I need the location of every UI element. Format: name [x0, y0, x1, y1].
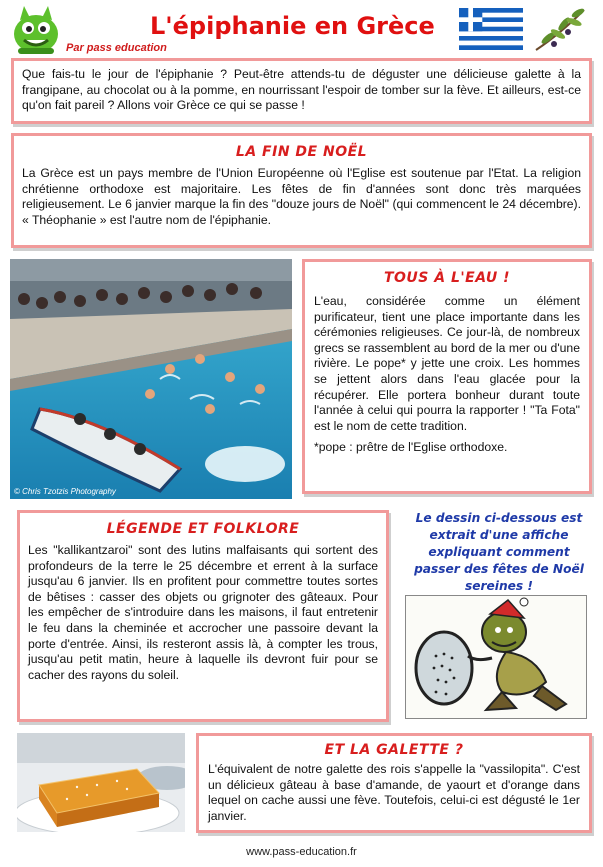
intro-box — [11, 58, 592, 124]
intro-text: Que fais-tu le jour de l'épiphanie ? Peut-être attends-tu de déguster une délicieuse galette à la frangipane, au chocolat ou à la pomme, en nourrissant l'espoir de tomber sur la fève. Et ailleurs, est-ce qu'on fait pareil ? Allons voir Grèce ce qui se passe ! — [22, 67, 581, 113]
eau-note: *pope : prêtre de l'Eglise orthodoxe. — [314, 440, 508, 455]
mascot-icon — [6, 4, 66, 56]
greek-flag-icon — [459, 8, 523, 50]
page-subtitle: Par pass education — [66, 42, 167, 54]
galette-title: ET LA GALETTE ? — [324, 742, 464, 758]
eau-text: L'eau, considérée comme un élément purificateur, tient une place importante dans les cérémonies religieuses. Ce jour-là, de nombreux grecs se rassemblent au bord de la mer ou d'une rivière. Le pope* y jette une croix. Les hommes se jettent alors dans l'eau glacée pour la récupérer. Elle portera bonheur durant toute l'année à celui qui pourra la rapporter ! "Ta Fota" est le nom de cette tradition. — [314, 294, 580, 433]
galette-text: L'équivalent de notre galette des rois s'appelle la "vassilopita". C'est un délicieux gâteau à base d'amande, de yaourt et d'orange dans lequel on cache aussi une fève. Toutefois, celui-ci est dégusté le 1er janvier. — [208, 762, 580, 823]
footer-url: www.pass-education.fr — [246, 846, 357, 858]
vassilopita-photo — [17, 733, 185, 832]
drawing-caption: Le dessin ci-dessous est extrait d'une affiche expliquant comment passer des fêtes de Noël sereines ! — [414, 511, 584, 593]
eau-title: TOUS À L'EAU ! — [383, 270, 511, 286]
fin-noel-box — [11, 133, 592, 248]
photo-credit: © Chris Tzotzis Photography — [14, 487, 116, 496]
fin-noel-text: La Grèce est un pays membre de l'Union Européenne où l'Eglise est soutenue par l'Etat. La religion chrétienne orthodoxe est majoritaire. Les fêtes de fin d'années sont donc très marquées religieusement. Le 6 janvier marque la fin des "douze jours de Noël" (qui commencent le 24 décembre). « Théophanie » est l'autre nom de l'épiphanie. — [22, 166, 581, 227]
legende-title: LÉGENDE ET FOLKLORE — [106, 521, 300, 537]
fin-noel-title: LA FIN DE NOËL — [235, 144, 368, 160]
goblin-drawing — [405, 595, 587, 719]
eau-box — [302, 259, 592, 494]
page-title: L'épiphanie en Grèce — [150, 12, 435, 40]
legende-box — [17, 510, 389, 722]
olive-branch-icon — [530, 4, 590, 56]
galette-box — [196, 733, 592, 833]
legende-text: Les "kallikantzaroi" sont des lutins malfaisants qui sortent des profondeurs de la terre le 25 décembre et errent à la surface jusqu'au 6 janvier. Ils en profitent pour commettre toutes sortes de bêtises : casser des objets ou grignoter des gâteaux. Pour les empêcher de s'introduire dans les maisons, il faut entretenir le feu dans la cheminée et accrocher une passoire devant la porte d'entrée. Ainsi, ils resteront assis là, à compter les trous, jusqu'au petit matin, heure à laquelle ils devront fuir pour se cacher des rayons du soleil. — [28, 543, 378, 682]
epiphany-water-photo — [10, 259, 292, 499]
